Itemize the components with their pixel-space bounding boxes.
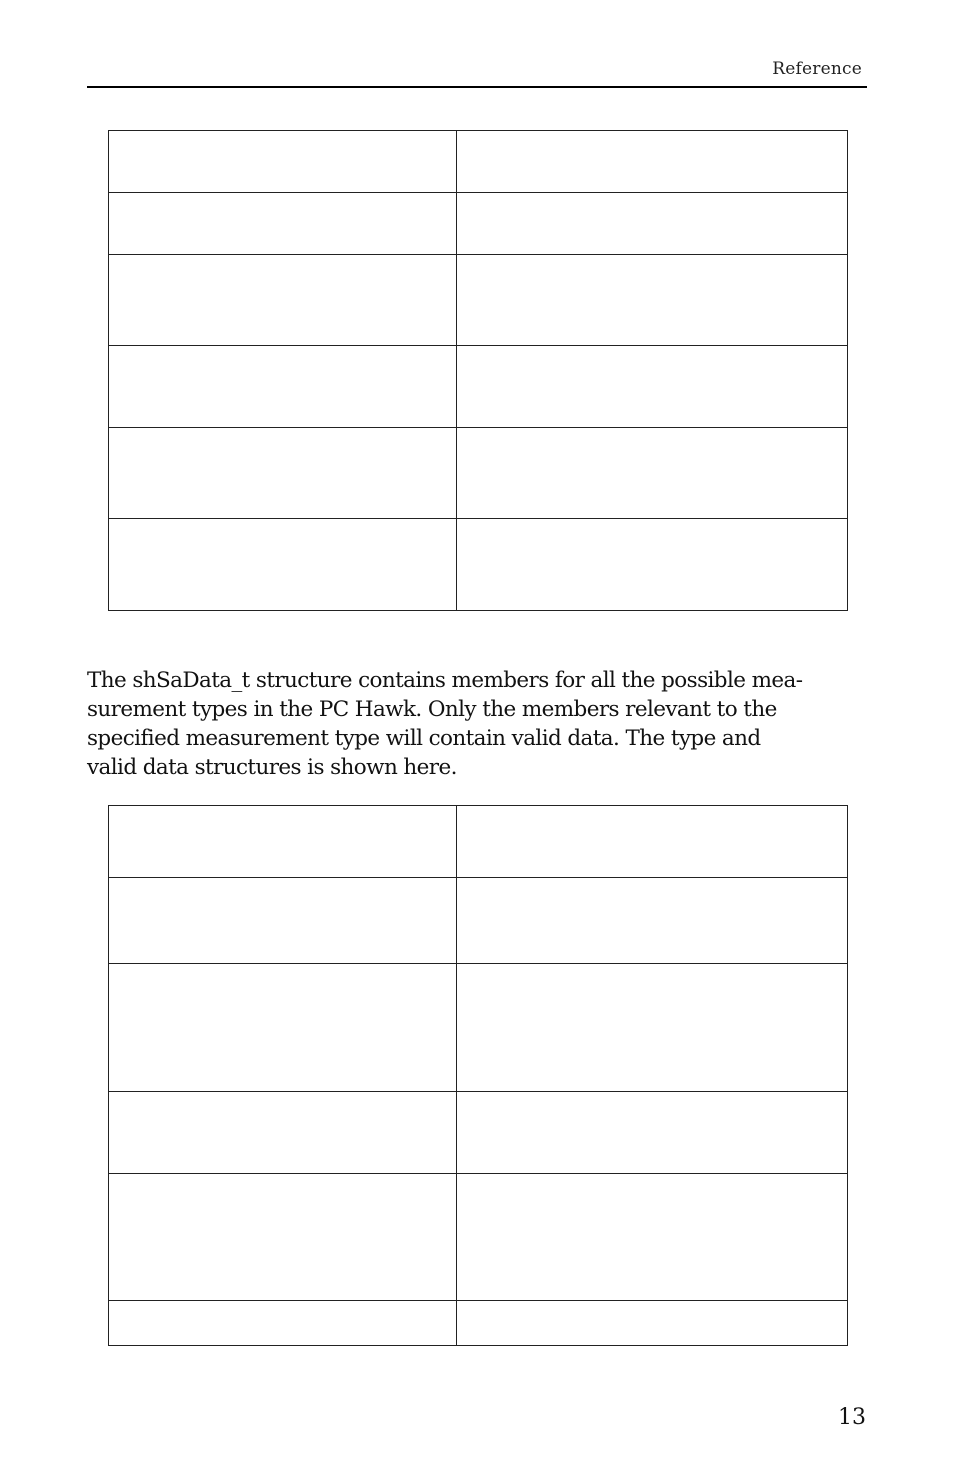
table-cell <box>109 428 457 519</box>
table-row <box>109 1174 848 1301</box>
table-row <box>109 519 848 611</box>
table-row <box>109 131 848 193</box>
table-cell <box>457 131 848 193</box>
table-row <box>109 193 848 255</box>
table-cell <box>109 255 457 346</box>
table-row <box>109 878 848 964</box>
header-rule <box>87 86 867 88</box>
running-header: Reference <box>772 59 862 79</box>
table-cell <box>109 1092 457 1174</box>
table-cell <box>457 806 848 878</box>
table-1 <box>108 130 848 611</box>
table-cell <box>109 131 457 193</box>
table-row <box>109 1092 848 1174</box>
table-cell <box>457 428 848 519</box>
table-cell <box>457 1092 848 1174</box>
table-row <box>109 964 848 1092</box>
table-2 <box>108 805 848 1346</box>
paragraph-line: The shSaData_t structure contains members for all the possible mea- <box>87 668 803 693</box>
table-cell <box>457 346 848 428</box>
table-row <box>109 255 848 346</box>
page-number: 13 <box>838 1405 866 1430</box>
table-cell <box>457 255 848 346</box>
table-cell <box>109 964 457 1092</box>
table-cell <box>457 964 848 1092</box>
table-row <box>109 806 848 878</box>
paragraph-line: specified measurement type will contain valid data. The type and <box>87 726 761 751</box>
table-cell <box>109 519 457 611</box>
table-cell <box>109 193 457 255</box>
table-cell <box>109 1174 457 1301</box>
table-cell <box>109 1301 457 1346</box>
paragraph-line: valid data structures is shown here. <box>87 755 457 780</box>
table-cell <box>457 878 848 964</box>
table-cell <box>457 1301 848 1346</box>
table-cell <box>457 1174 848 1301</box>
table-cell <box>457 519 848 611</box>
table-cell <box>109 346 457 428</box>
table-cell <box>457 193 848 255</box>
table-row <box>109 1301 848 1346</box>
table-row <box>109 428 848 519</box>
table-row <box>109 346 848 428</box>
body-paragraph <box>87 666 867 782</box>
paragraph-line: surement types in the PC Hawk. Only the members relevant to the <box>87 697 777 722</box>
table-cell <box>109 878 457 964</box>
table-cell <box>109 806 457 878</box>
